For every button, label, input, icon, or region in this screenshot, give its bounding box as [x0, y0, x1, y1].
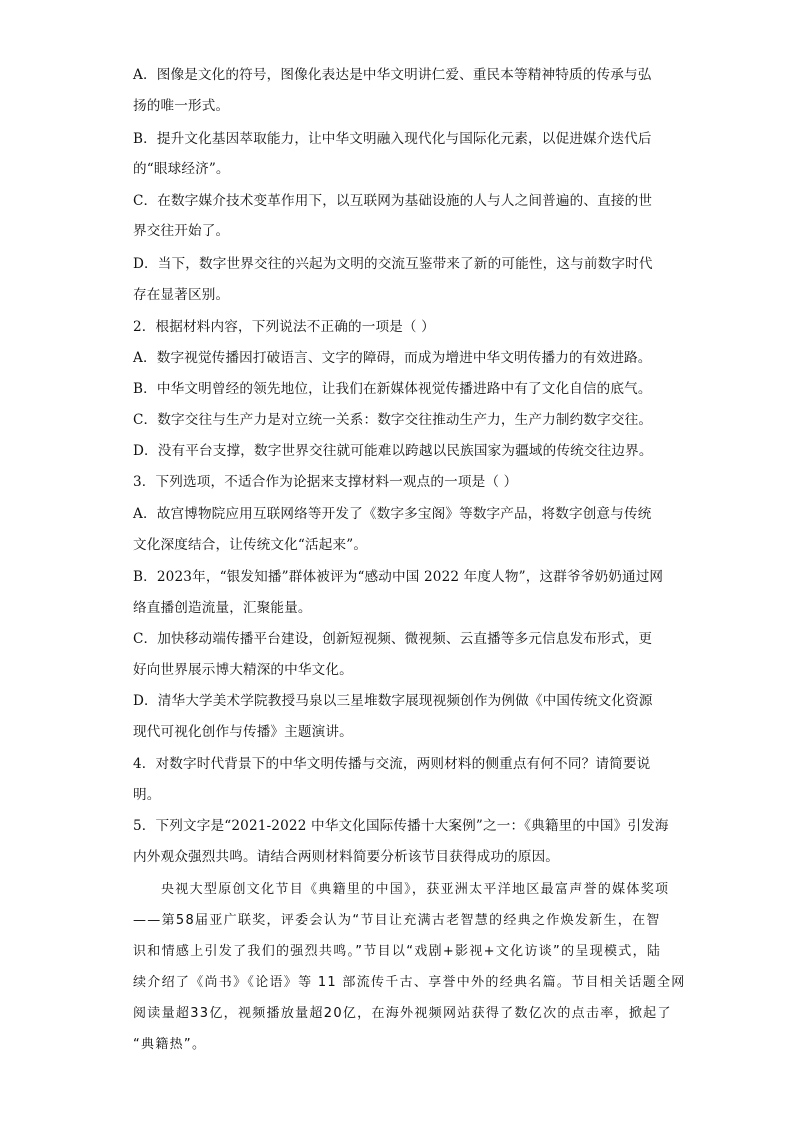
q3-option-b-line2: 络直播创造流量，汇聚能量。: [133, 600, 312, 616]
q4-stem-line2: 明。: [133, 787, 161, 803]
q3-option-b-line1: B．2023年，“银发知播”群体被评为“感动中国 2022 年度人物”，这群爷爷奶奶通过网: [133, 569, 664, 585]
q3-option-a-line2: 文化深度结合，让传统文化“活起来”。: [133, 537, 368, 553]
q5-stem-line1: 5．下列文字是“2021-2022 中华文化国际传播十大案例”之一：《典籍里的中国》引发海: [133, 818, 669, 834]
passage-line: 续介绍了《尚书》《论语》等 11 部流传千古、享誉中外的经典名篇。节目相关话题全网: [133, 975, 686, 990]
passage-line: 识和情感上引发了我们的强烈共鸣。”节目以“戏剧+影视+文化访谈”的呈现模式，陆: [133, 944, 662, 959]
q2-stem: 2．根据材料内容，下列说法不正确的一项是（ ）: [133, 319, 435, 335]
q2-option-d: D．没有平台支撑，数字世界交往就可能难以跨越以民族国家为疆域的传统交往边界。: [133, 443, 653, 459]
q5-stem-line2: 内外观众强烈共鸣。请结合两则材料简要分析该节目获得成功的原因。: [133, 849, 560, 865]
q2-option-c: C．数字交往与生产力是对立统一关系：数字交往推动生产力，生产力制约数字交往。: [133, 412, 653, 428]
q1-option-a-line1: A．图像是文化的符号，图像化表达是中华文明讲仁爱、重民本等精神特质的传承与弘: [133, 67, 652, 83]
passage-line: ——第58届亚广联奖，评委会认为“节目让充满古老智慧的经典之作焕发新生，在智: [133, 913, 661, 928]
passage-line: “典籍热”。: [133, 1037, 207, 1052]
q1-option-b-line1: B．提升文化基因萃取能力，让中华文明融入现代化与国际化元素，以促进媒介迭代后: [133, 131, 652, 147]
q3-option-c-line1: C．加快移动端传播平台建设，创新短视频、微视频、云直播等多元信息发布形式，更: [133, 631, 653, 647]
q2-option-a: A．数字视觉传播因打破语言、文字的障碍，而成为增进中华文明传播力的有效进路。: [133, 350, 652, 366]
q1-option-c-line1: C．在数字媒介技术变革作用下，以互联网为基础设施的人与人之间普遍的、直接的世: [133, 193, 653, 209]
passage-line: 阅读量超33亿，视频播放量超20亿，在海外视频网站获得了数亿次的点击率，掀起了: [133, 1006, 672, 1021]
q1-option-a-line2: 扬的唯一形式。: [133, 98, 230, 114]
q2-option-b: B．中华文明曾经的领先地位，让我们在新媒体视觉传播进路中有了文化自信的底气。: [133, 381, 652, 397]
q1-option-d-line1: D．当下，数字世界交往的兴起为文明的交流互鉴带来了新的可能性，这与前数字时代: [133, 256, 653, 272]
q3-option-d-line1: D．清华大学美术学院教授马泉以三星堆数字展现视频创作为例做《中国传统文化资源: [133, 693, 653, 709]
q3-stem: 3．下列选项，不适合作为论据来支撑材料一观点的一项是（ ）: [133, 474, 518, 490]
q1-option-b-line2: 的“眼球经济”。: [133, 161, 230, 177]
q1-option-d-line2: 存在显著区别。: [133, 287, 230, 303]
q1-option-c-line2: 界交往开始了。: [133, 223, 230, 239]
q3-option-c-line2: 好向世界展示博大精深的中华文化。: [133, 662, 353, 678]
q3-option-a-line1: A．故宫博物院应用互联网络等开发了《数字多宝阁》等数字产品，将数字创意与传统: [133, 506, 652, 522]
q3-option-d-line2: 现代可视化创作与传播》主题演讲。: [133, 724, 353, 740]
q4-stem-line1: 4．对数字时代背景下的中华文明传播与交流，两则材料的侧重点有何不同？请简要说: [133, 756, 651, 772]
passage-line: 央视大型原创文化节目《典籍里的中国》，获亚洲太平洋地区最富声誉的媒体奖项: [161, 882, 670, 897]
